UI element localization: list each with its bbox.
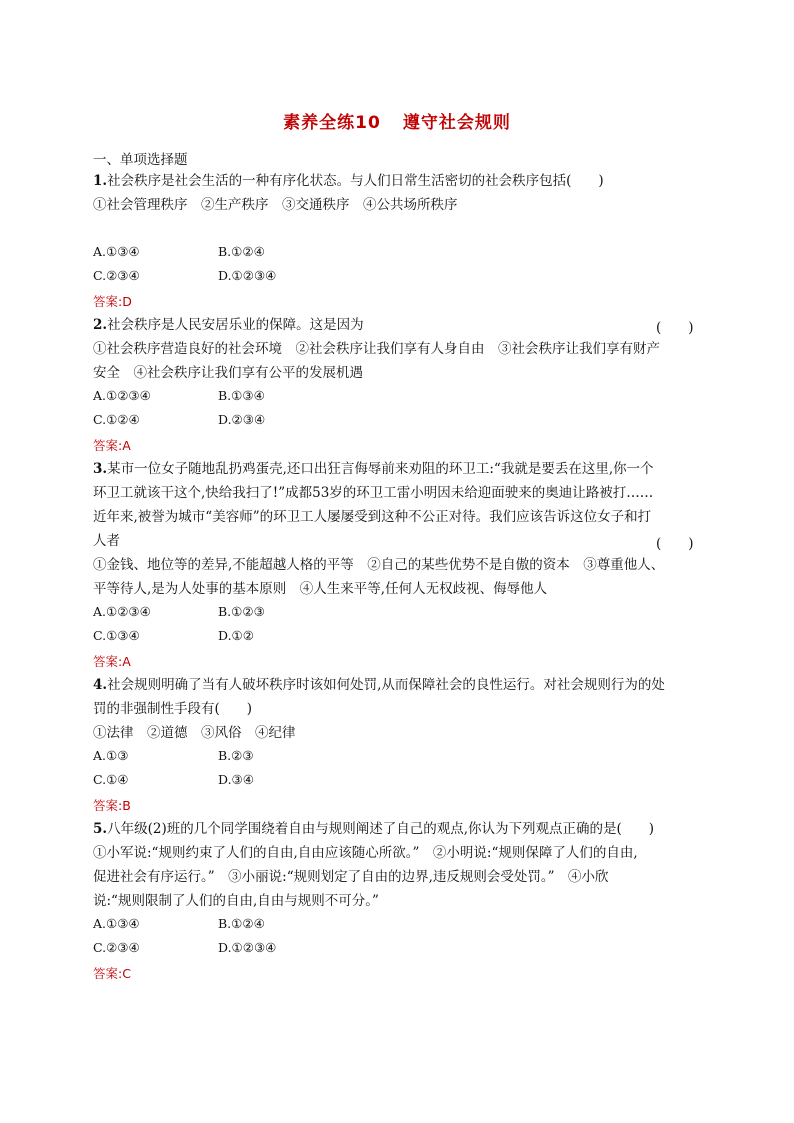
question-3-option-d: D.①② bbox=[218, 628, 254, 643]
question-3-answer: 答案:A bbox=[93, 654, 131, 669]
question-3-option-a: A.①②③④ bbox=[93, 604, 151, 619]
question-4-option-d: D.③④ bbox=[218, 772, 254, 787]
question-4-option-b: B.②③ bbox=[218, 748, 254, 763]
question-5-items-line-2: 促进社会有序运行。” ③小丽说:“规则划定了自由的边界,违反规则会受处罚。” ④小欣 bbox=[93, 869, 609, 885]
title-sub: 遵守社会规则 bbox=[402, 113, 511, 133]
question-3-stem-line-3: 近年来,被誉为城市“美容师”的环卫工人屡屡受到这种不公正对待。我们应该告诉这位女子和打 bbox=[93, 509, 652, 525]
question-4-option-a: A.①③ bbox=[93, 748, 129, 763]
question-5-option-b: B.①②④ bbox=[218, 916, 265, 931]
question-5-option-c: C.②③④ bbox=[93, 940, 140, 955]
question-4-option-c: C.①④ bbox=[93, 772, 129, 787]
question-1-items: ①社会管理秩序 ②生产秩序 ③交通秩序 ④公共场所秩序 bbox=[93, 197, 458, 213]
question-5-option-a: A.①③④ bbox=[93, 916, 140, 931]
title-main: 素养全练10 bbox=[283, 113, 381, 133]
question-2-items-line-2: 安全 ④社会秩序让我们享有公平的发展机遇 bbox=[93, 365, 363, 381]
question-2-option-d: D.②③④ bbox=[218, 412, 266, 427]
question-5-items-line-3: 说:“规则限制了人们的自由,自由与规则不可分。” bbox=[93, 893, 379, 909]
question-4-stem-line-1: 4.社会规则明确了当有人破坏秩序时该如何处罚,从而保障社会的良性运行。对社会规则行为的处 bbox=[93, 677, 665, 693]
question-3-option-b: B.①②③ bbox=[218, 604, 265, 619]
question-2-option-b: B.①③④ bbox=[218, 388, 265, 403]
question-3-items-line-2: 平等待人,是为人处事的基本原则 ④人生来平等,任何人无权歧视、侮辱他人 bbox=[93, 581, 548, 597]
question-4-stem-line-2: 罚的非强制性手段有( ) bbox=[93, 701, 253, 717]
question-1-option-d: D.①②③④ bbox=[218, 268, 277, 283]
question-3-stem-line-2: 环卫工就该干这个,快给我扫了!”成都53岁的环卫工雷小明因未给迎面驶来的奥迪让路被打…… bbox=[93, 485, 654, 501]
question-5-option-d: D.①②③④ bbox=[218, 940, 277, 955]
question-4-items: ①法律 ②道德 ③风俗 ④纪律 bbox=[93, 725, 296, 741]
question-5-answer: 答案:C bbox=[93, 966, 131, 981]
page-title bbox=[0, 108, 794, 133]
question-3-stem-line-4: 人者 bbox=[93, 533, 120, 549]
question-2-option-a: A.①②③④ bbox=[93, 388, 151, 403]
question-1-option-c: C.②③④ bbox=[93, 268, 140, 283]
question-4-answer: 答案:B bbox=[93, 798, 131, 813]
question-5-items-line-1: ①小军说:“规则约束了人们的自由,自由应该随心所欲。” ②小明说:“规则保障了人们的自由, bbox=[93, 845, 638, 861]
question-1-option-b: B.①②④ bbox=[218, 244, 265, 259]
question-3-items-line-1: ①金钱、地位等的差异,不能超越人格的平等 ②自己的某些优势不是自傲的资本 ③尊重他人、 bbox=[93, 557, 665, 573]
question-2-answer-blank: ( ) bbox=[656, 320, 694, 336]
question-2-items-line-1: ①社会秩序营造良好的社会环境 ②社会秩序让我们享有人身自由 ③社会秩序让我们享有财产 bbox=[93, 341, 660, 357]
question-3-stem-line-1: 3.某市一位女子随地乱扔鸡蛋壳,还口出狂言侮辱前来劝阻的环卫工:“我就是要丢在这里,你一个 bbox=[93, 461, 654, 477]
question-5-stem: 5.八年级(2)班的几个同学围绕着自由与规则阐述了自己的观点,你认为下列观点正确的是( ) bbox=[93, 821, 655, 837]
question-1-answer: 答案:D bbox=[93, 294, 132, 309]
question-1-option-a: A.①③④ bbox=[93, 244, 140, 259]
question-2-option-c: C.①②④ bbox=[93, 412, 140, 427]
question-1-stem: 1.社会秩序是社会生活的一种有序化状态。与人们日常生活密切的社会秩序包括( ) bbox=[93, 173, 604, 189]
question-2-stem: 2.社会秩序是人民安居乐业的保障。这是因为 bbox=[93, 317, 364, 333]
question-3-option-c: C.①③④ bbox=[93, 628, 140, 643]
section-heading: 一、单项选择题 bbox=[93, 152, 188, 168]
question-3-answer-blank: ( ) bbox=[656, 536, 694, 552]
question-2-answer: 答案:A bbox=[93, 438, 131, 453]
